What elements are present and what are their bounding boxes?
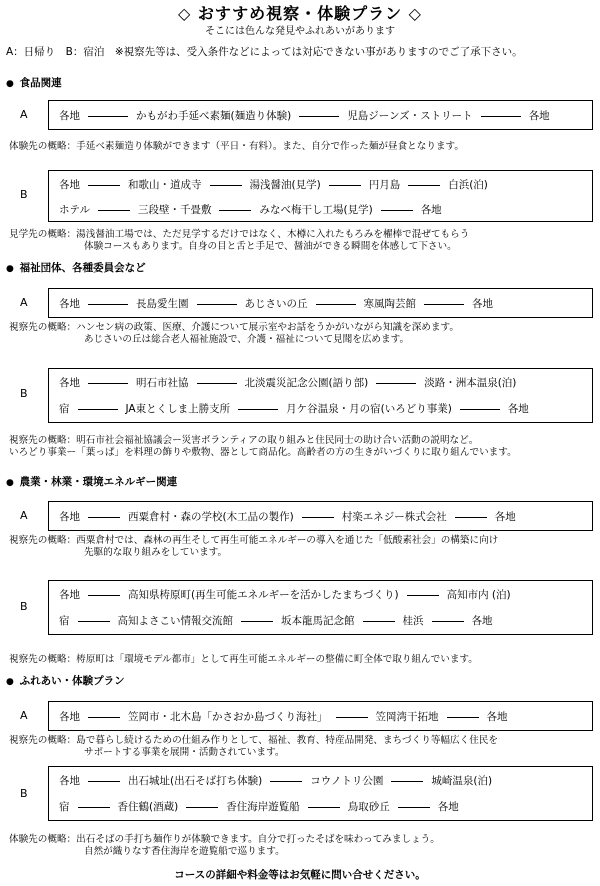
footer-note: コースの詳細や料金等はお気軽に問い合せください。 <box>174 869 426 881</box>
route-box <box>48 288 593 318</box>
route-box <box>48 100 593 130</box>
plan-label: B <box>20 188 28 201</box>
section-heading: ● 福祉団体、各種委員会など <box>6 262 146 274</box>
description: 視察先の概略：西粟倉村では、森林の再生そして再生可能エネルギーの導入を通じた「低酸素社会」の構築に向け 先駆的な取り組みをしています。 <box>9 535 499 558</box>
description: 視察先の概略：島で暮らし続けるための仕組み作りとして、福祉、教育、特産品開発、まちづくり等幅広く住民を サポートする事業を展開・活動されています。 <box>9 735 498 758</box>
route-row: 各地 西粟倉村・森の学校(木工品の製作) 村楽エネジー株式会社 各地 <box>59 511 516 523</box>
description: 体験先の概略：手延べ素麺造り体験ができます（平日・有料）。また、自分で作った麺が昼食となります。 <box>9 141 464 152</box>
plan-label: A <box>20 509 28 522</box>
plan-label: B <box>20 787 28 800</box>
route-row: ホテル 三段壁・千畳敷 みなべ梅干し工場(見学) 各地 <box>59 204 442 216</box>
plan-label: A <box>20 709 28 722</box>
bullet-icon: ● <box>6 478 14 488</box>
legend: A：日帰り B：宿泊 ※視察先等は、受入条件などによっては対応できない事がありますのでご了承下さい。 <box>6 46 523 58</box>
route-row: 宿 香住鶴(酒蔵) 香住海岸遊覧船 鳥取砂丘 各地 <box>59 801 459 813</box>
section-heading: ● 食品関連 <box>6 77 62 89</box>
route-row: 各地 明石市社協 北淡震災記念公園(語り部) 淡路・洲本温泉(泊) <box>59 377 517 389</box>
route-box <box>48 501 593 531</box>
route-row: 各地 和歌山・道成寺 湯浅醤油(見学) 円月島 白浜(泊) <box>59 179 488 191</box>
plan-label: A <box>20 108 28 121</box>
plan-label: A <box>20 296 28 309</box>
description: 視察先の概略：明石市社会福祉協議会ー災害ボランティアの取り組みと住民同士の助け合い活動の説明など。 いろどり事業ー「葉っぱ」を料理の飾りや敷物、器として商品化。高齢者の方の生きがいづくりに取り組んでいます。 <box>9 435 517 458</box>
description: 見学先の概略：湯浅醤油工場では、ただ見学するだけではなく、木樽に入れたもろみを櫂棒で混ぜてもらう 体験コースもあります。自身の目と舌と手足で、醤油ができる瞬間を体感して下さい。 <box>9 229 470 252</box>
section-heading: ● 農業・林業・環境エネルギー関連 <box>6 476 178 488</box>
bullet-icon: ● <box>6 79 14 89</box>
route-row: 各地 高知県梼原町(再生可能エネルギーを活かしたまちづくり) 高知市内 (泊) <box>59 589 511 601</box>
route-row: 各地 笠岡市・北木島「かさおか島づくり海社」 笠岡湾干拓地 各地 <box>59 711 508 723</box>
route-box <box>48 368 593 423</box>
route-box <box>48 701 593 731</box>
route-row: 各地 出石城址(出石そば打ち体験) コウノトリ公園 城崎温泉(泊) <box>59 775 493 787</box>
description: 視察先の概略：ハンセン病の政策、医療、介護について展示室やお話をうかがいながら知識を深めます。 あじさいの丘は総合老人福祉施設で、介護・福祉について見聞を広めます。 <box>9 322 459 345</box>
plan-label: B <box>20 600 28 613</box>
plan-label: B <box>20 387 28 400</box>
page-subtitle: そこには色んな発見やふれあいがあります <box>205 26 395 37</box>
bullet-icon: ● <box>6 677 14 687</box>
route-box <box>48 580 593 635</box>
description: 視察先の概略：梼原町は「環境モデル都市」として再生可能エネルギーの整備に町全体で取り組んでいます。 <box>9 654 478 665</box>
bullet-icon: ● <box>6 264 14 274</box>
route-row: 宿 高知よさこい情報交流館 坂本龍馬記念館 桂浜 各地 <box>59 615 493 627</box>
route-box <box>48 170 593 222</box>
route-box <box>48 766 593 821</box>
route-row: 各地 かもがわ手延べ素麺(麺造り体験) 児島ジーンズ・ストリート 各地 <box>59 110 550 122</box>
route-row: 宿 JA東とくしま上勝支所 月ケ谷温泉・月の宿(いろどり事業) 各地 <box>59 403 529 415</box>
route-row: 各地 長島愛生園 あじさいの丘 寒風陶芸館 各地 <box>59 298 493 310</box>
page-title: ◇ おすすめ視察・体験プラン ◇ <box>178 4 422 23</box>
description: 体験先の概略：出石そばの手打ち麺作りが体験できます。自分で打ったそばを味わってみましょう。 自然が織りなす香住海岸を遊覧船で巡ります。 <box>9 834 440 857</box>
section-heading: ● ふれあい・体験プラン <box>6 675 125 687</box>
